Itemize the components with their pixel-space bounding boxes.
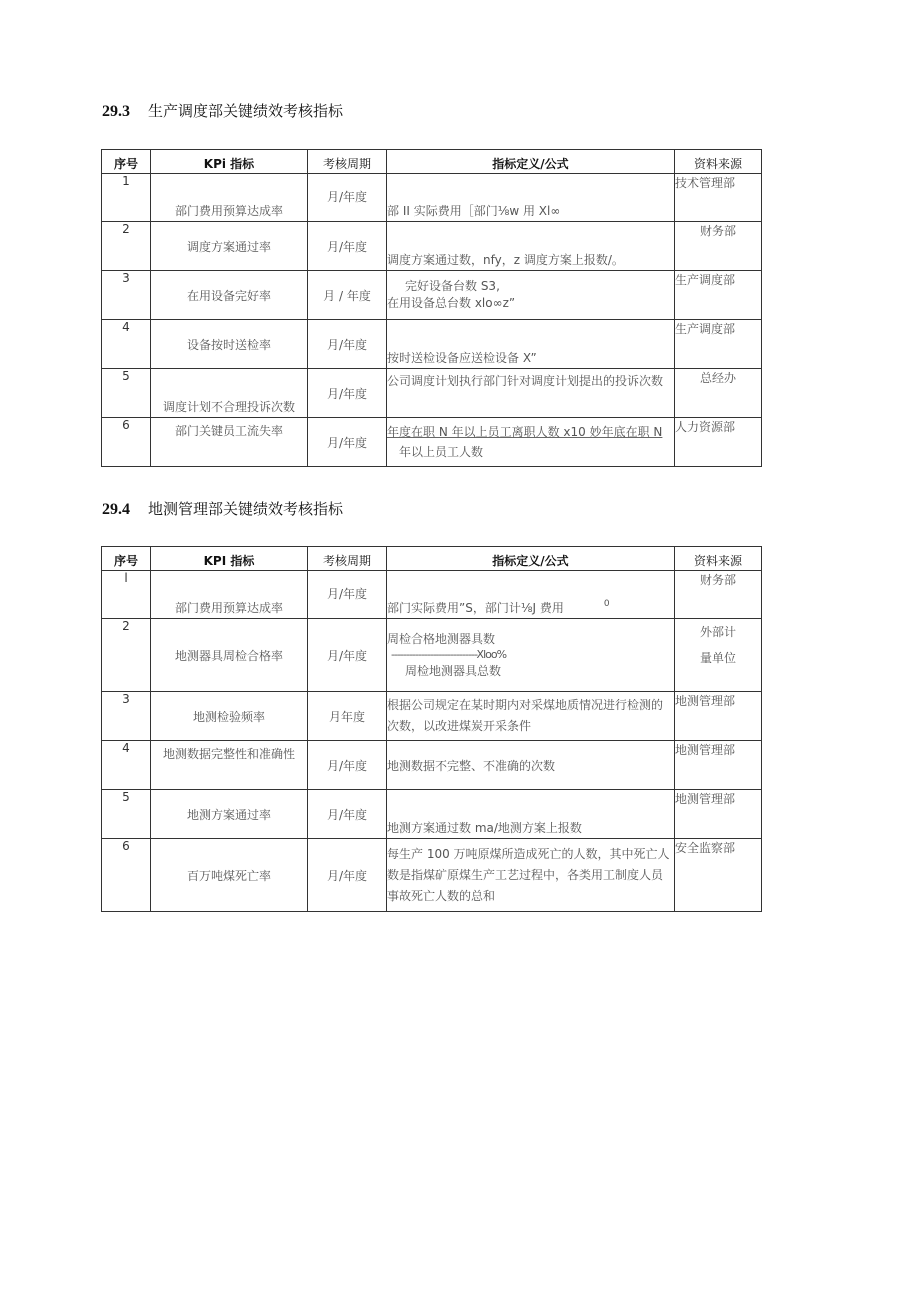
table-row [102,790,762,839]
definition-denominator: 在用设备总台数 xlo∞z” [387,296,516,310]
kpi-period: 月/年度 [308,320,387,369]
row-no: 1 [102,174,151,222]
table-row [102,571,762,619]
table-row [102,741,762,790]
definition-denominator: 周检地测器具总数 [405,664,502,678]
kpi-definition: 地测方案通过数 ma/地测方案上报数 [387,790,675,839]
table-row [102,369,762,418]
kpi-name: 部门费用预算达成率 [151,571,308,619]
kpi-period: 月/年度 [308,619,387,692]
table-row [102,418,762,467]
section-heading: 生产调度部关键绩效考核指标 [148,102,344,120]
row-no: 4 [102,741,151,790]
kpi-period: 月/年度 [308,790,387,839]
kpi-definition: 部 II 实际费用［部门⅛w 用 Xl∞ [387,174,675,222]
section-number: 29.3 [102,103,130,120]
table-row [102,839,762,912]
row-no: 5 [102,790,151,839]
definition-text: 部门实际费用”S，部门计⅛J 费用 [387,601,564,615]
definition-numerator: 完好设备台数 S3, [405,279,500,293]
kpi-definition: 地测数据不完整、不准确的次数 [387,741,675,790]
header-period: 考核周期 [308,547,387,571]
table-row [102,619,762,692]
header-no: 序号 [102,150,151,174]
source-line-2: 量单位 [699,651,736,665]
kpi-source: 技术管理部 [675,174,762,222]
table-row [102,271,762,320]
kpi-name: 调度方案通过率 [151,222,308,271]
source-line-1: 外部计 [699,625,736,639]
table-row [102,320,762,369]
header-period: 考核周期 [308,150,387,174]
kpi-source: 地测管理部 [675,692,762,741]
kpi-source: 地测管理部 [675,790,762,839]
row-no: 5 [102,369,151,418]
header-source: 资料来源 [675,547,762,571]
kpi-name: 在用设备完好率 [151,271,308,320]
kpi-name: 地测器具周检合格率 [151,619,308,692]
section-title-29-3 [102,100,343,121]
header-kpi: KPi 指标 [151,150,308,174]
definition-line-2: 年以上员工人数 [399,445,484,459]
kpi-period: 月/年度 [308,174,387,222]
kpi-table-production-dispatch [101,149,762,467]
row-no: 6 [102,418,151,467]
kpi-definition [387,619,675,692]
kpi-period: 月/年度 [308,741,387,790]
kpi-period: 月年度 [308,692,387,741]
kpi-source [675,619,762,692]
section-title-29-4 [102,498,343,519]
kpi-source: 财务部 [675,222,762,271]
kpi-name: 设备按时送检率 [151,320,308,369]
kpi-definition: 每生产 100 万吨原煤所造成死亡的人数，其中死亡人数是指煤矿原煤生产工艺过程中，各类用工制度人员事故死亡人数的总和 [387,839,675,912]
kpi-name: 地测数据完整性和准确性 [151,741,308,790]
definition-line-1: 年度在职 N 年以上员工离职人数 x10 妙年底在职 N [387,425,663,439]
kpi-source: 总经办 [675,369,762,418]
kpi-source: 生产调度部 [675,320,762,369]
kpi-period: 月/年度 [308,839,387,912]
row-no: 6 [102,839,151,912]
header-source: 资料来源 [675,150,762,174]
kpi-name: 部门费用预算达成率 [151,174,308,222]
kpi-source: 人力资源部 [675,418,762,467]
kpi-name: 部门关键员工流失率 [151,418,308,467]
kpi-definition: 公司调度计划执行部门针对调度计划提出的投诉次数 [387,369,675,418]
kpi-table-survey-management [101,546,762,912]
kpi-definition: 根据公司规定在某时期内对采煤地质情况进行检测的次数，以改进煤炭开采条件 [387,692,675,741]
kpi-period: 月 / 年度 [308,271,387,320]
section-number: 29.4 [102,501,130,518]
definition-tail: 0 [603,599,610,609]
kpi-definition: 调度方案通过数，nfy，z 调度方案上报数/。 [387,222,675,271]
row-no: 3 [102,271,151,320]
row-no: 2 [102,619,151,692]
row-no: 4 [102,320,151,369]
table-row [102,174,762,222]
kpi-source: 地测管理部 [675,741,762,790]
kpi-definition [387,571,675,619]
row-no: 2 [102,222,151,271]
kpi-name: 地测方案通过率 [151,790,308,839]
kpi-definition: 按时送检设备应送检设备 X” [387,320,675,369]
kpi-name: 调度计划不合理投诉次数 [151,369,308,418]
table-header-row [102,150,762,174]
table-row [102,222,762,271]
kpi-name: 百万吨煤死亡率 [151,839,308,912]
kpi-source: 安全监察部 [675,839,762,912]
definition-fraction-bar: -----------------------------Xloo% [391,648,507,661]
kpi-source: 财务部 [675,571,762,619]
header-kpi: KPI 指标 [151,547,308,571]
header-no: 序号 [102,547,151,571]
header-definition: 指标定义/公式 [387,547,675,571]
kpi-definition [387,271,675,320]
kpi-period: 月/年度 [308,222,387,271]
kpi-period: 月/年度 [308,571,387,619]
kpi-period: 月/年度 [308,418,387,467]
kpi-name: 地测检验频率 [151,692,308,741]
kpi-period: 月/年度 [308,369,387,418]
kpi-definition [387,418,675,467]
kpi-source: 生产调度部 [675,271,762,320]
row-no: 3 [102,692,151,741]
row-no: l [102,571,151,619]
header-definition: 指标定义/公式 [387,150,675,174]
definition-numerator: 周检合格地测器具数 [387,632,496,646]
table-header-row [102,547,762,571]
table-row [102,692,762,741]
section-heading: 地测管理部关键绩效考核指标 [148,500,344,518]
